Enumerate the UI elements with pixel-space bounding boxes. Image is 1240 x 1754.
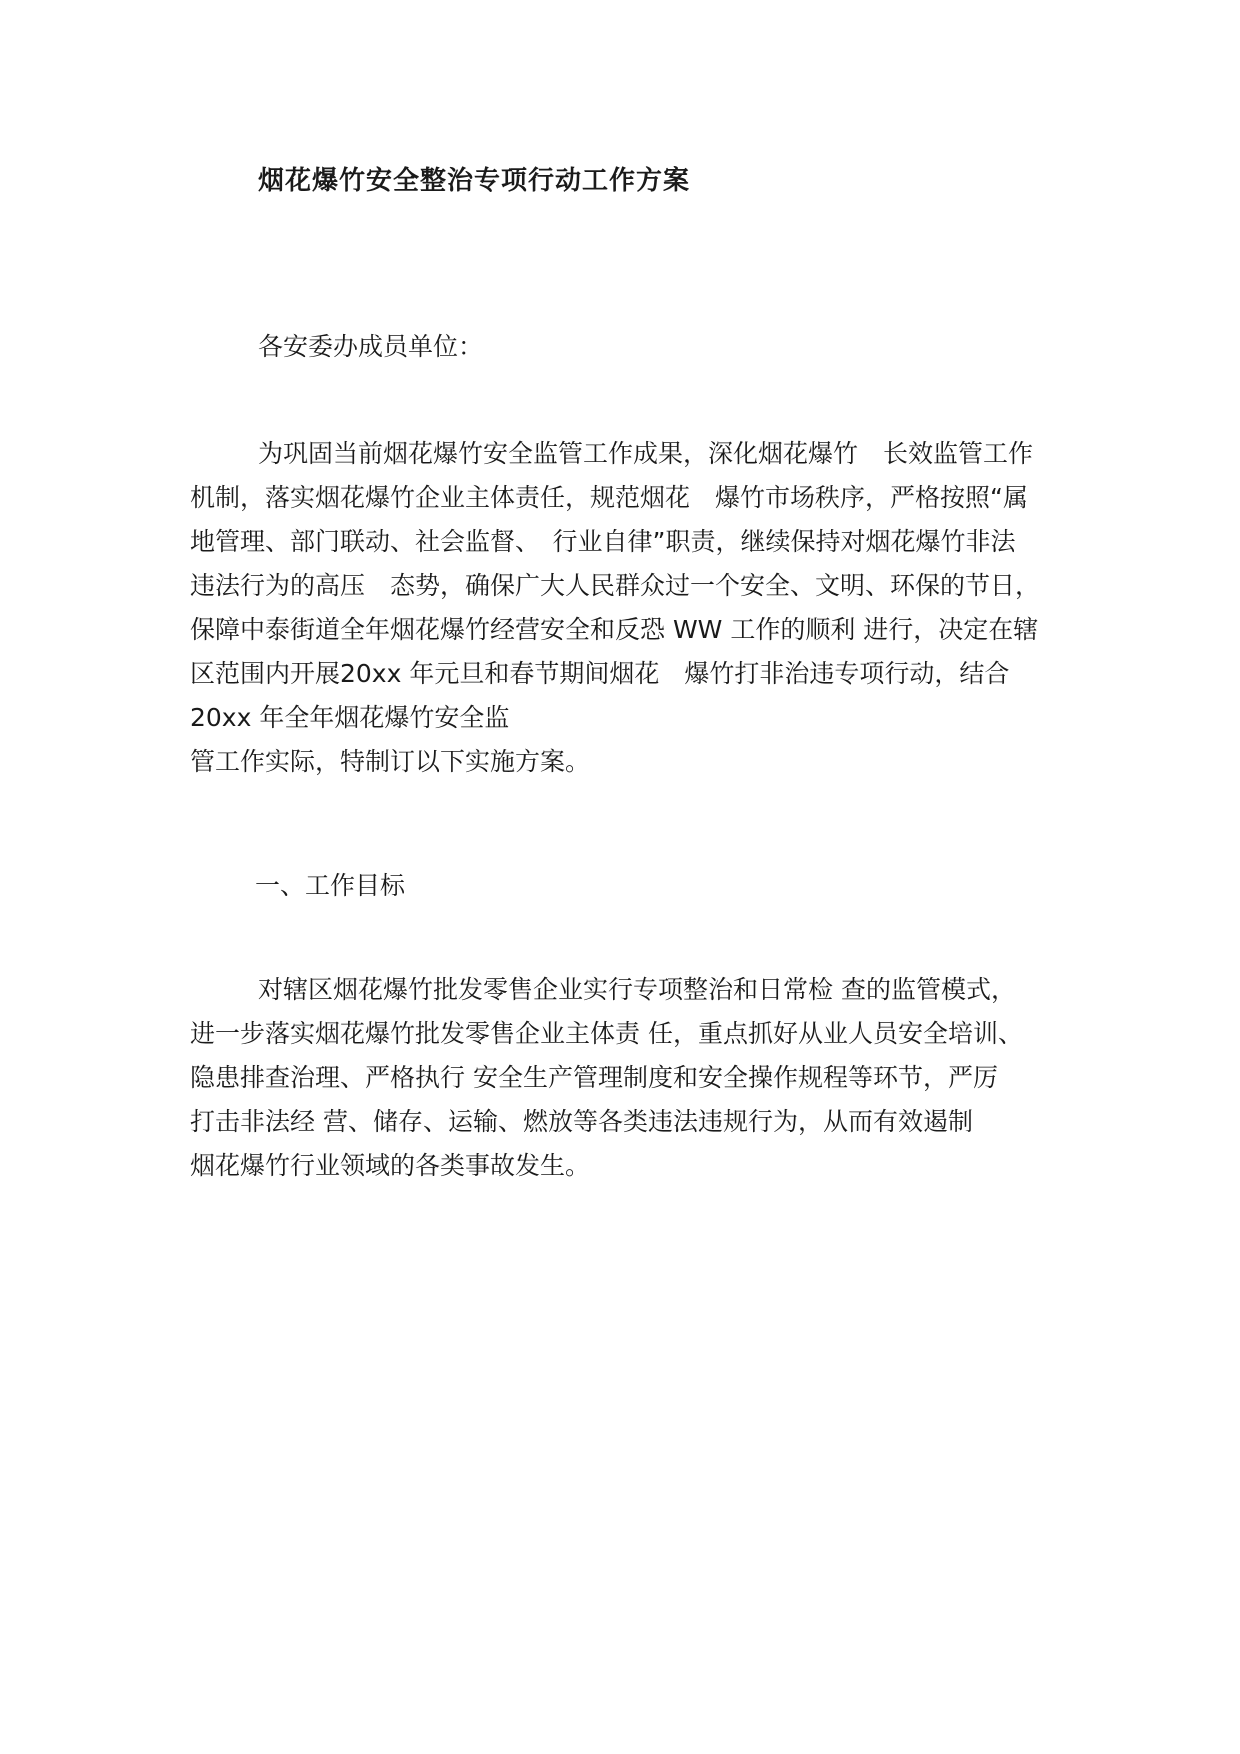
paragraph-line: 地管理、部门联动、社会监督、 行业自律”职责，继续保持对烟花爆竹非法 xyxy=(190,527,1016,556)
paragraph-line: 烟花爆竹行业领域的各类事故发生。 xyxy=(190,1151,591,1180)
paragraph-line: 违法行为的高压 态势，确保广大人民群众过一个安全、文明、环保的节日， xyxy=(190,571,1041,600)
paragraph-line: 进一步落实烟花爆竹批发零售企业主体责 任，重点抓好从业人员安全培训、 xyxy=(190,1019,1023,1048)
paragraph-work-goals xyxy=(190,968,1090,1188)
paragraph-line: 打击非法经 营、储存、运输、燃放等各类违法违规行为，从而有效遏制 xyxy=(190,1107,973,1136)
paragraph-line: 区范围内开展20xx 年元旦和春节期间烟花 爆竹打非治违专项行动，结合 xyxy=(190,659,1010,688)
paragraph-line: 隐患排查治理、严格执行 安全生产管理制度和安全操作规程等环节，严厉 xyxy=(190,1063,998,1092)
paragraph-line: 机制，落实烟花爆竹企业主体责任，规范烟花 爆竹市场秩序，严格按照“属 xyxy=(190,483,1028,512)
paragraph-line: 20xx 年全年烟花爆竹安全监 xyxy=(190,703,510,732)
salutation: 各安委办成员单位： xyxy=(258,332,484,361)
paragraph-line: 管工作实际，特制订以下实施方案。 xyxy=(190,747,591,776)
paragraph-line: 为巩固当前烟花爆竹安全监管工作成果，深化烟花爆竹 长效监管工作 xyxy=(258,439,1034,468)
paragraph-line: 保障中泰街道全年烟花爆竹经营安全和反恐 WW 工作的顺利 进行，决定在辖 xyxy=(190,615,1039,644)
section-heading-work-goals: 一、工作目标 xyxy=(255,871,406,900)
paragraph-line: 对辖区烟花爆竹批发零售企业实行专项整治和日常检 查的监管模式， xyxy=(258,975,1016,1004)
document-title: 烟花爆竹安全整治专项行动工作方案 xyxy=(258,166,691,196)
paragraph-introduction xyxy=(190,432,1090,784)
